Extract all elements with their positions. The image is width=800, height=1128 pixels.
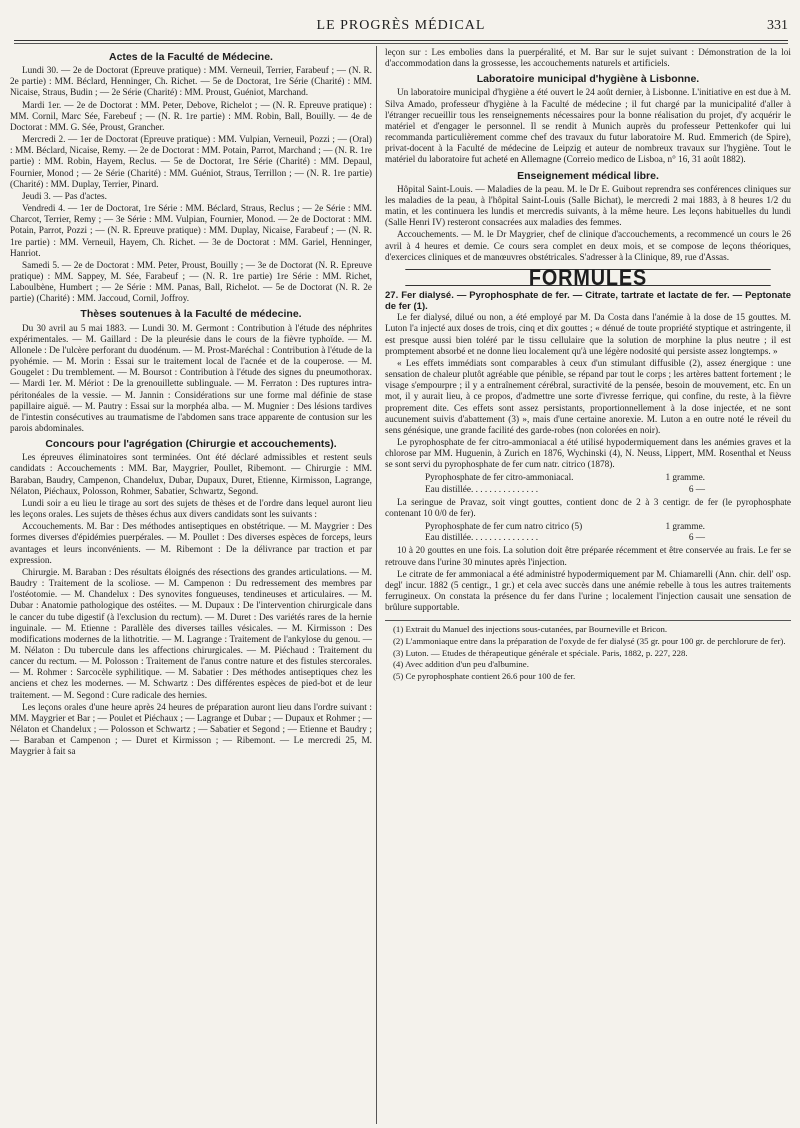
- concours-paragraph: Les leçons orales d'une heure après 24 heures de préparation auront lieu dans l'ordre suivant : MM. Maygrier et Bar ; — Poulet et Piéchaux ; — Lagrange et Dubar ; — Dupaux et Rohmer ; — Nélaton et Chandelux ; — Polosson et Schwartz ; — Sabatier et Segond ; — Etienne et Baudry ; — Baraban et Campenon ; — Duret et Kirmisson ; — Ribemont. — Le mercredi 25, M. Maygrier à fait sa: [10, 702, 372, 758]
- concours-paragraph: Chirurgie. M. Baraban : Des résultats éloignés des résections des grandes articulations. — M. Baudry : Traitement de la scoliose. — M. Campenon : Du redressement des membres par l'ostéotomie. — M. Chandelux : Des synovites fongueuses, tendineuses et articulaires. — M. Dubar : Anatomie pathologique des ostéites. — M. Dupaux : De l'intervention chirurgicale dans le cancer du tube digestif (à l'exclusion du rectum). — M. Duret : Des variétés rares de la hernie inguinale. — M. Etienne : Parallèle des diverses tailles vésicales. — M. Kirmisson : Des modifications modernes de la lithotritie. — M. Lagrange : Traitement de l'ankylose du genou. — M. Nélaton : Du tubercule dans les affections chirurgicales. — M. Piéchaud : Traitement du cancer du rectum. — M. Polosson : Traitement de l'anus contre nature et des fistules stercorales. — M. Rohmer : Sarcocèle syphilitique. — M. Sabatier : Des méthodes antiseptiques chez les anciens et chez les modernes. — M. Schwartz : Des différentes espèces de pied-bot et de leur traitement. — M. Segond : Cure radicale des hernies.: [10, 567, 372, 701]
- footnote: (2) L'ammoniaque entre dans la préparation de l'oxyde de fer dialysé (35 gr. pour 100 gr. de perchlorure de fer).: [393, 635, 786, 646]
- formula-row: [425, 533, 705, 544]
- formule-paragraph: Le pyrophosphate de fer citro-ammoniacal a été utilisé hypodermiquement dans les anémies graves et la chlorose par MM. Huguenin, à Zurich en 1876, Wychinski (4), N. Neuss, Lippert, MM. Rosenthal et Neuss se sont servi du pyrophosphate de fer cum natr. citrico (1878).: [385, 438, 791, 471]
- prescription-formula-2: [425, 522, 705, 544]
- formule-paragraph: 10 à 20 gouttes en une fois. La solution doit être préparée récemment et être conservée au frais. Le fer se retrouve dans l'urine 30 minutes après l'injection.: [385, 546, 791, 568]
- formula-row: [425, 473, 705, 484]
- prescription-formula-1: [425, 473, 705, 495]
- footnotes: [385, 620, 791, 681]
- header-rule: [14, 40, 788, 44]
- actes-paragraph: Lundi 30. — 2e de Doctorat (Epreuve pratique) : MM. Verneuil, Terrier, Farabeuf ; — (N. R. 2e partie) : MM. Béclard, Henninger, Ch. Richet. — 5e de Doctorat, 1re Série (Charité) : MM. Nicaise, Straus, Budin ; — 2e Série (Charité) : MM. Proust, Guéniot, Marchand.: [10, 66, 372, 99]
- ingredient-name: Eau distillée. . . . . . . . . . . . . . .: [425, 484, 539, 495]
- theses-paragraph: Du 30 avril au 5 mai 1883. — Lundi 30. M. Germont : Contribution à l'étude des néphrites expérimentales. — M. Gaillard : De la pleurésie dans le cours de la fièvre typhoïde. — M. Allonele : De l'ulcère perforant du duodénum. — M. Prost-Maréchal : Contribution à l'étude de la pyohémie. — M. Morin : Essai sur le traitement local de l'acnée et de la couperose. — M. Gougelet : Du tremblement. — M. Boursot : Contribution à l'étude des signes du pneumothorax. — Mardi 1er. M. Mériot : De la grenouillette sublinguale. — M. Ferraton : Des ruptures intra-péritonéales de la vessie. — M. Jannin : Considérations sur une forme mal définie de stase papillaire aiguë. — M. Pautry : Essai sur la morphéa alba. — M. Mugnier : Des lésions tardives de l'intestin consécutives au traumatisme de l'abdomen sans trace apparente de contusion sur les parois abdominales.: [10, 323, 372, 434]
- concours-paragraph: Accouchements. M. Bar : Des méthodes antiseptiques en obstétrique. — M. Maygrier : Des formes diverses d'épidémies puerpérales. — M. Poullet : Des diverses espèces de forceps, leurs avantages et leurs inconvénients. — M. Ribemont : De la délivrance par traction et par expression.: [10, 522, 372, 566]
- theses-heading: Thèses soutenues à la Faculté de médecine.: [80, 308, 302, 321]
- footnote: (1) Extrait du Manuel des injections sous-cutanées, par Bourneville et Bricon.: [393, 624, 668, 635]
- lisbonne-heading: Laboratoire municipal d'hygiène à Lisbonne.: [476, 73, 700, 86]
- footnote: (5) Ce pyrophosphate contient 26.6 pour 100 de fer.: [393, 670, 576, 681]
- ingredient-quantity: 6 —: [688, 533, 705, 544]
- left-column: [10, 48, 372, 1123]
- ingredient-name: Pyrophosphate de fer citro-ammoniacal.: [425, 473, 574, 484]
- formula-row: [425, 522, 705, 533]
- continuation-paragraph: leçon sur : Les embolies dans la puerpéralité, et M. Bar sur le sujet suivant : Démonstration de la loi d'accommodation dans la grossesse, les accouchements naturels et artificiels.: [385, 48, 791, 70]
- right-column: [385, 48, 791, 1123]
- ingredient-quantity: 1 gramme.: [665, 473, 705, 484]
- ingredient-name: Eau distillée. . . . . . . . . . . . . . .: [425, 533, 539, 544]
- actes-paragraph: Vendredi 4. — 1er de Doctorat, 1re Série : MM. Béclard, Straus, Reclus ; — 2e Série : MM. Charcot, Terrier, Remy ; — 3e Série : MM. Vulpian, Fournier, Monod. — 2e de Doctorat : MM. Potain, Parrot, Pozzi ; — (N. R. Epreuve pratique) : MM. Duplay, Nicaise, Farabeuf ; — (N. R. 1re partie) : MM. Verneuil, Hayem, Ch. Richet. — 3e de Doctorat : MM. Gariel, Henninger, Hanriot.: [10, 204, 372, 259]
- actes-paragraph: Samedi 5. — 2e de Doctorat : MM. Peter, Proust, Bouilly ; — 3e de Doctorat (N. R. Epreuve pratique) : MM. Sappey, M. Sée, Farabeuf ; — (N. R. 1re partie) 1re Série : MM. Richet, Laboulbène, Humbert ; — 2e Série : MM. Panas, Ball, Richelot. — 5e de Doctorat (N. R. 2e partie) (Charité) : MM. Jaccoud, Cornil, Joffroy.: [10, 260, 372, 305]
- enseignement-heading: Enseignement médical libre.: [517, 169, 659, 182]
- concours-paragraph: Lundi soir a eu lieu le tirage au sort des sujets de thèses et de l'ordre dans lequel auront lieu les leçons orales. Les sujets de thèses échus aux divers candidats sont les suivants :: [10, 498, 372, 521]
- actes-paragraph: Mardi 1er. — 2e de Doctorat : MM. Peter, Debove, Richelot ; — (N. R. Epreuve pratique) : MM. Cornil, Marc Sée, Farebeuf ; — (N. R. 1re partie) : MM. Robin, Ball, Bouilly. — 4e de Doctorat : MM. G. Sée, Proust, Grancher.: [10, 100, 372, 133]
- page-number: 331: [767, 18, 788, 33]
- formula-row: [425, 485, 705, 496]
- formule-paragraph: Le citrate de fer ammoniacal a été administré hypodermiquement par M. Chiamarelli (Ann. chir. dell' osp. degl' incur. 1882 (5 centigr., 1 gr.) et cela avec succès dans une anémie rebelle à tous les autres traitements ferrugineux. On constata la présence du fer dans l'urine ; localement l'injection causait une sensation de brûlure supportable.: [385, 569, 791, 614]
- footnote: (4) Avec addition d'un peu d'albumine.: [393, 659, 529, 670]
- enseignement-paragraph: Accouchements. — M. le Dr Maygrier, chef de clinique d'accouchements, a recommencé un cours le 26 avril à 4 heures et demie. Ce cours sera complet en deux mois, et se compose de leçons théoriques, d'exercices cliniques et de manœuvres obstétricales. S'adresser à la Clinique, 89, rue d'Assas.: [385, 230, 791, 263]
- enseignement-paragraph: Hôpital Saint-Louis. — Maladies de la peau. M. le Dr E. Guibout reprendra ses conférences cliniques sur les maladies de la peau, à l'hôpital Saint-Louis (Salle Bichat), le mercredi 2 mai 1883, à 8 heures 1/2 du matin, et les continuera les lundis et mercredis suivants, à la même heure. Les leçons habituelles du lundi (Salle Henri IV) resteront consacrées aux maladies des femmes.: [385, 184, 791, 229]
- formule-paragraph: Le fer dialysé, dilué ou non, a été employé par M. Da Costa dans l'anémie à la dose de 15 gouttes. M. Luton l'a injecté aux doses de trois, cinq et dix gouttes ; « dénué de toute propriété styptique et astringente, il est presque aussi bien toléré par le tissu cellulaire que la solution de morphine la plus neutre ; il est promptement absorbé et ne donne lieu localement qu'à une légère nodosité qui persiste assez longtemps. »: [385, 313, 791, 357]
- formule-paragraph: La seringue de Pravaz, soit vingt gouttes, contient donc de 2 à 3 centigr. de fer (le pyrophosphate contenant 10 0/0 de fer).: [385, 497, 791, 519]
- column-divider: [376, 46, 377, 1124]
- actes-heading: Actes de la Faculté de Médecine.: [109, 51, 273, 63]
- concours-heading: Concours pour l'agrégation (Chirurgie et accouchements).: [45, 438, 337, 451]
- formule-subheading: 27. Fer dialysé. — Pyrophosphate de fer. — Citrate, tartrate et lactate de fer. — Peptonate de fer (1).: [385, 289, 791, 313]
- page-header: [14, 18, 788, 40]
- ingredient-quantity: 6 —: [688, 484, 705, 495]
- concours-paragraph: Les épreuves éliminatoires sont terminées. Ont été déclaré admissibles et restent seuls candidats : Accouchements : MM. Bar, Maygrier, Poullet, Ribemont. — Chirurgie : MM. Baraban, Baudry, Campenon, Chandelux, Dubar, Dupaux, Duret, Etienne, Kirmisson, Lagrange, Nélaton, Piéchaux, Polosson, Rohmer, Sabatier, Schwartz, Segond.: [10, 453, 372, 497]
- formule-paragraph: « Les effets immédiats sont comparables à ceux d'un stimulant diffusible (2), assez énergique : une sensation de chaleur plutôt agréable que pénible, se répand par tout le corps ; les artères battent fortement ; le visage s'empourpre ; il y a entraînement cérébral, suractivité de la pensée, besoin de mouvement, etc. En un mot, il y aurait lieu, à ce propos, d'admettre une sorte d'ivresse ferrique, qui confine, du reste, à la fièvre proprement dite. Ces effets sont assez persistants, proportionnellement à la dose injectée, et ne sont aucunement suivis d'abattement (3) », mais d'une certaine anorexie. M. Luton a en outre noté le réveil du sens génésique, une grande facilité des garde-robes (non colorées en noir).: [385, 358, 791, 436]
- ingredient-name: Pyrophosphate de fer cum natro citrico (5): [425, 522, 583, 533]
- formules-heading: FORMULES: [405, 269, 770, 286]
- actes-paragraph: Jeudi 3. — Pas d'actes.: [22, 191, 107, 202]
- lisbonne-paragraph: Un laboratoire municipal d'hygiène a été ouvert le 24 août dernier, à Lisbonne. L'initiative en est due à M. Silva Amado, professeur d'hygiène à la Faculté de médecine ; il fut chargé par la municipalité d'aller à l'étranger recueillir tous les renseignements nécessaires pour la bonne réalisation du projet, d'y acquérir le matériel et d'engager le personnel. Il se rendit à Munich auprès du professeur Pettenkofer qui lui recommanda particulièrement comme chef des travaux du futur laboratoire M. Rud. Emmerich (de Spire), privat-docent à la Faculté de médecine de Leipzig et auteur de nombreux travaux sur l'hygiène. Tout le matériel du laboratoire fut acheté en Allemagne (Correio medico de Lisboa, n° 16, 31 août 1882).: [385, 88, 791, 166]
- journal-title: LE PROGRÈS MÉDICAL: [316, 18, 486, 33]
- ingredient-quantity: 1 gramme.: [665, 522, 705, 533]
- actes-paragraph: Mercredi 2. — 1er de Doctorat (Epreuve pratique) : MM. Vulpian, Verneuil, Pozzi ; — (Oral) : MM. Béclard, Nicaise, Remy. — 2e de Doctorat : MM. Potain, Parrot, Marchand ; — (N. R. 1re partie) : MM. Robin, Hayem, Reclus. — 5e de Doctorat, 1re Série (Charité) : MM. Depaul, Fournier, Monod ; — 2e Série (Charité) : MM. Guéniot, Straus, Terrillon ; — (N. R. 1re partie) (Charité) : MM. Duplay, Terrier, Pinard.: [10, 135, 372, 190]
- footnote: (3) Luton. — Etudes de thérapeutique générale et spéciale. Paris, 1882, p. 227, 228.: [393, 647, 688, 658]
